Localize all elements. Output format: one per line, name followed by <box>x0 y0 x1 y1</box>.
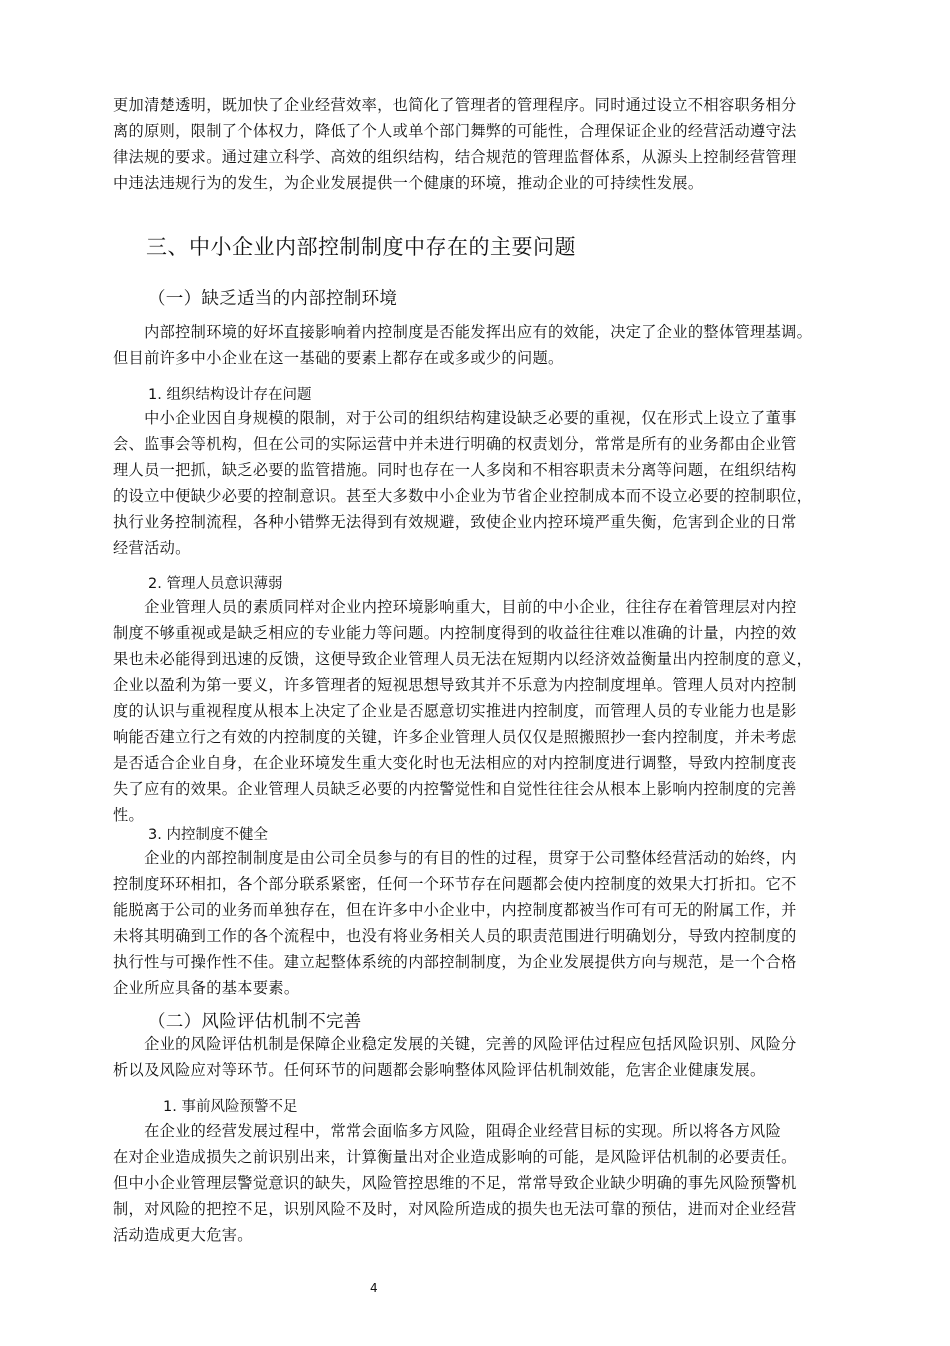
paragraph-line: 制，对风险的把控不足，识别风险不及时，对风险所造成的损失也无法可靠的预估，进而对企业经营 <box>113 1200 797 1218</box>
paragraph-line: 离的原则，限制了个体权力，降低了个人或单个部门舞弊的可能性，合理保证企业的经营活动遵守法 <box>113 122 797 140</box>
paragraph-line: 执行性与可操作性不佳。建立起整体系统的内部控制制度，为企业发展提供方向与规范，是一个合格 <box>113 953 797 971</box>
paragraph-line: 执行业务控制流程，各种小错弊无法得到有效规避，致使企业内控环境严重失衡，危害到企业的日常 <box>113 513 797 531</box>
paragraph-line: 会、监事会等机构，但在公司的实际运营中并未进行明确的权责划分，常常是所有的业务都由企业管 <box>113 435 797 453</box>
paragraph-line: 度的认识与重视程度从根本上决定了企业是否愿意切实推进内控制度，而管理人员的专业能力也是影 <box>113 702 797 720</box>
paragraph-line: 理人员一把抓，缺乏必要的监管措施。同时也存在一人多岗和不相容职责未分离等问题，在组织结构 <box>113 461 797 479</box>
page-number: 4 <box>370 1281 378 1295</box>
subsection-heading: （一）缺乏适当的内部控制环境 <box>148 289 398 309</box>
paragraph-line: 响能否建立行之有效的内控制度的关键，许多企业管理人员仅仅是照搬照抄一套内控制度，并未考虑 <box>113 728 797 746</box>
paragraph-line: 在企业的经营发展过程中，常常会面临多方风险，阻碍企业经营目标的实现。所以将各方风险 <box>113 1122 782 1140</box>
paragraph-line: 未将其明确到工作的各个流程中，也没有将业务相关人员的职责范围进行明确划分，导致内控制度的 <box>113 927 797 945</box>
paragraph-line: 更加清楚透明，既加快了企业经营效率，也简化了管理者的管理程序。同时通过设立不相容职务相分 <box>113 96 797 114</box>
paragraph-line: 企业所应具备的基本要素。 <box>113 979 300 997</box>
paragraph-line: 性。 <box>113 806 145 824</box>
paragraph-line: 内部控制环境的好坏直接影响着内控制度是否能发挥出应有的效能，决定了企业的整体管理基调。 <box>113 323 813 341</box>
paragraph-line: 的设立中便缺少必要的控制意识。甚至大多数中小企业为节省企业控制成本而不设立必要的控制职位， <box>113 487 813 505</box>
paragraph-line: 失了应有的效果。企业管理人员缺乏必要的内控警觉性和自觉性往往会从根本上影响内控制度的完善 <box>113 780 797 798</box>
item-heading: 1. 组织结构设计存在问题 <box>148 387 312 403</box>
paragraph-line: 能脱离于公司的业务而单独存在，但在许多中小企业中，内控制度都被当作可有可无的附属工作，并 <box>113 901 797 919</box>
item-heading: 3. 内控制度不健全 <box>148 827 268 843</box>
paragraph-line: 活动造成更大危害。 <box>113 1226 253 1244</box>
section-heading: 三、中小企业内部控制制度中存在的主要问题 <box>146 235 576 259</box>
paragraph-line: 中违法违规行为的发生，为企业发展提供一个健康的环境，推动企业的可持续性发展。 <box>113 174 704 192</box>
paragraph-line: 经营活动。 <box>113 539 191 557</box>
paragraph-line: 析以及风险应对等环节。任何环节的问题都会影响整体风险评估机制效能，危害企业健康发展。 <box>113 1061 766 1079</box>
paragraph-line: 但目前许多中小企业在这一基础的要素上都存在或多或少的问题。 <box>113 349 564 367</box>
item-heading: 1. 事前风险预警不足 <box>163 1099 298 1115</box>
paragraph-line: 企业以盈利为第一要义，许多管理者的短视思想导致其并不乐意为内控制度埋单。管理人员对内控制 <box>113 676 797 694</box>
paragraph-line: 控制度环环相扣，各个部分联系紧密，任何一个环节存在问题都会使内控制度的效果大打折扣。它不 <box>113 875 797 893</box>
paragraph-line: 在对企业造成损失之前识别出来，计算衡量出对企业造成影响的可能，是风险评估机制的必要责任。 <box>113 1148 797 1166</box>
paragraph-line: 但中小企业管理层警觉意识的缺失，风险管控思维的不足，常常导致企业缺少明确的事先风险预警机 <box>113 1174 797 1192</box>
paragraph-line: 律法规的要求。通过建立科学、高效的组织结构，结合规范的管理监督体系，从源头上控制经营管理 <box>113 148 797 166</box>
paragraph-line: 中小企业因自身规模的限制，对于公司的组织结构建设缺乏必要的重视，仅在形式上设立了董事 <box>113 409 797 427</box>
paragraph-line: 企业的风险评估机制是保障企业稳定发展的关键，完善的风险评估过程应包括风险识别、风险分 <box>113 1035 797 1053</box>
paragraph-line: 企业的内部控制制度是由公司全员参与的有目的性的过程，贯穿于公司整体经营活动的始终，内 <box>113 849 797 867</box>
item-heading: 2. 管理人员意识薄弱 <box>148 576 283 592</box>
paragraph-line: 企业管理人员的素质同样对企业内控环境影响重大，目前的中小企业，往往存在着管理层对内控 <box>113 598 797 616</box>
paragraph-line: 制度不够重视或是缺乏相应的专业能力等问题。内控制度得到的收益往往难以准确的计量，内控的效 <box>113 624 797 642</box>
paragraph-line: 是否适合企业自身，在企业环境发生重大变化时也无法相应的对内控制度进行调整，导致内控制度丧 <box>113 754 797 772</box>
subsection-heading: （二）风险评估机制不完善 <box>148 1012 362 1032</box>
paragraph-line: 果也未必能得到迅速的反馈，这便导致企业管理人员无法在短期内以经济效益衡量出内控制度的意义， <box>113 650 813 668</box>
